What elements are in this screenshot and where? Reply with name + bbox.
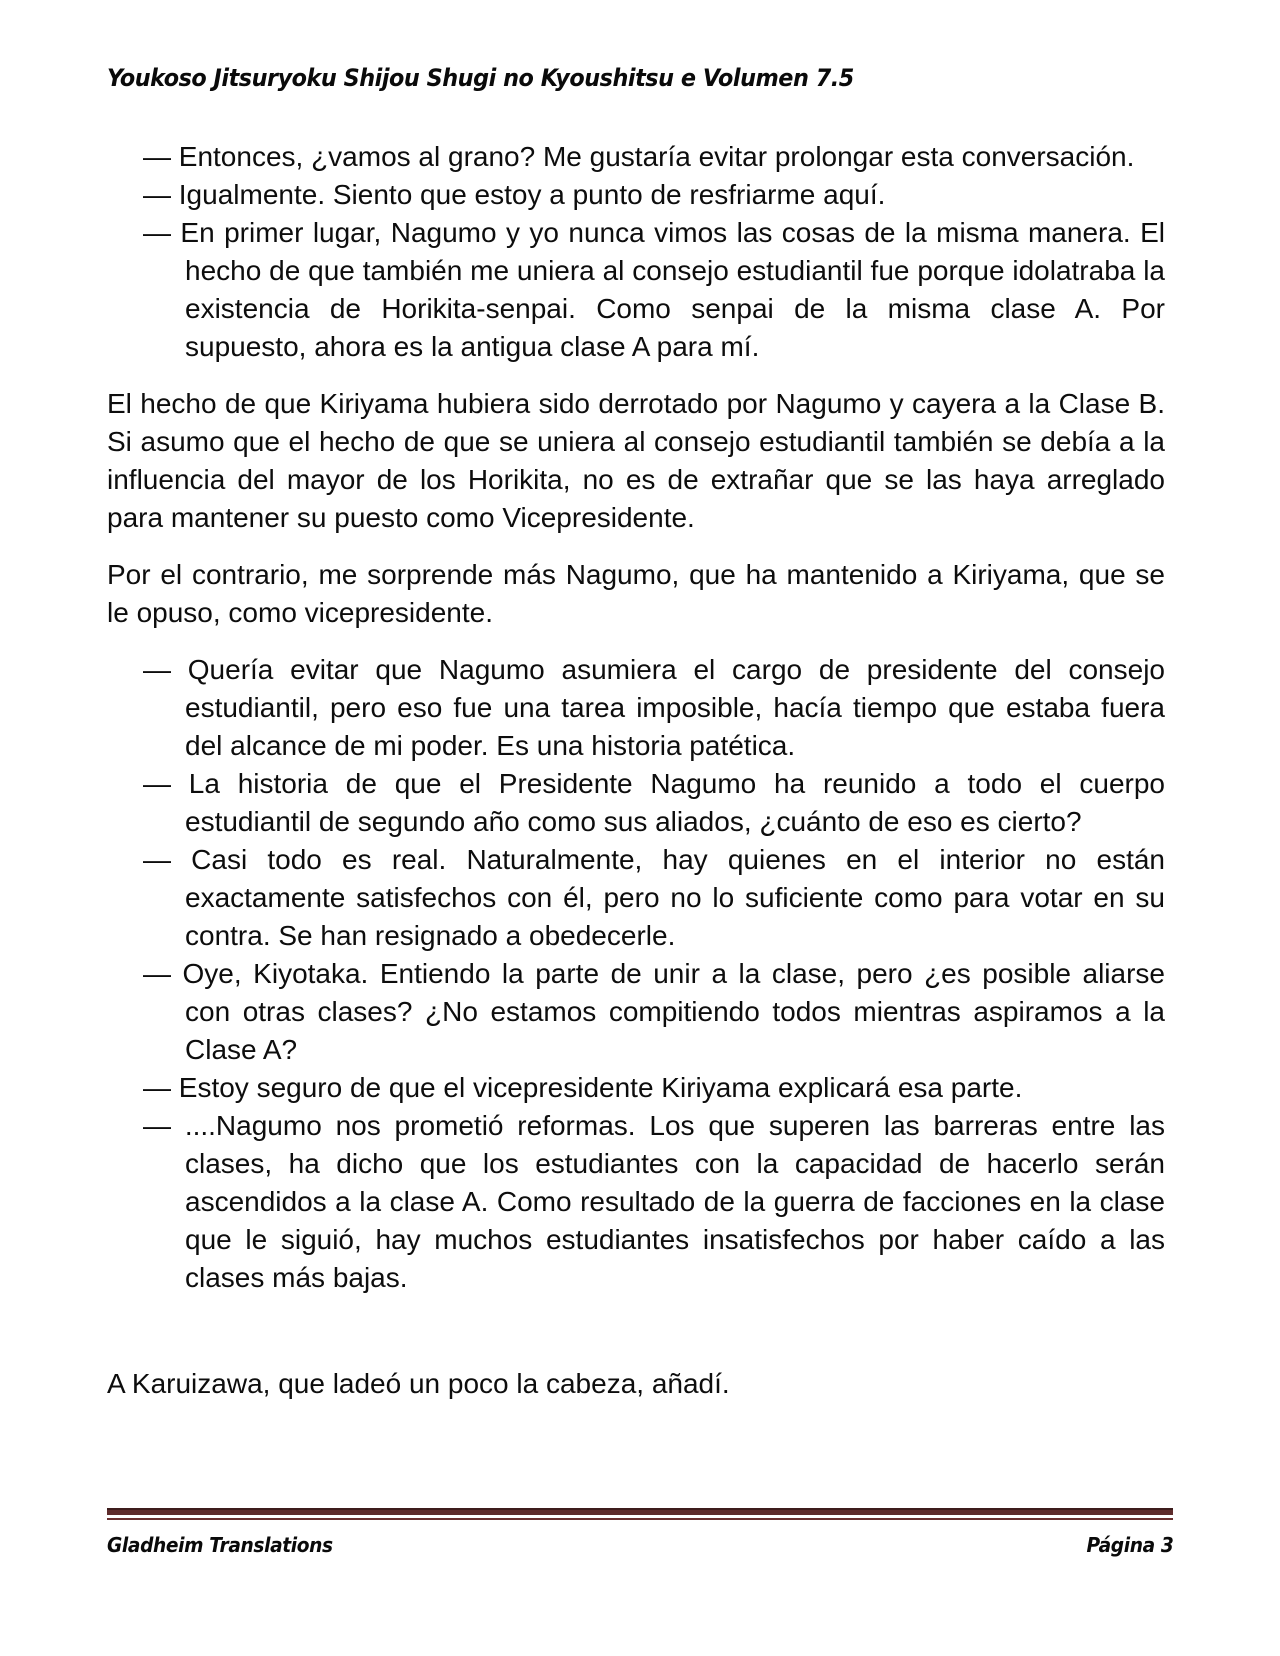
footer-rule-thick-bar: [107, 1508, 1173, 1515]
dialogue-line: — En primer lugar, Nagumo y yo nunca vimos las cosas de la misma manera. El hecho de que también me uniera al consejo estudiantil fue porque idolatraba la existencia de Horikita-senpai. Como senpai de la misma clase A. Por supuesto, ahora es la antigua clase A para mí.: [143, 217, 1165, 362]
dialogue-line: — ....Nagumo nos prometió reformas. Los que superen las barreras entre las clases, ha dicho que los estudiantes con la capacidad de hacerlo serán ascendidos a la clase A. Como resultado de la guerra de facciones en la clase que le siguió, hay muchos estudiantes insatisfechos por haber caído a las clases más bajas.: [143, 1110, 1165, 1293]
dialogue-line: — Estoy seguro de que el vicepresidente Kiriyama explicará esa parte.: [143, 1072, 1023, 1103]
dialogue-line: — Igualmente. Siento que estoy a punto de resfriarme aquí.: [143, 179, 886, 210]
body-paragraph: A Karuizawa, que ladeó un poco la cabeza, añadí.: [107, 1368, 730, 1399]
page-footer: [107, 1508, 1173, 1557]
dialogue-line: — Casi todo es real. Naturalmente, hay quienes en el interior no están exactamente satisfechos con él, pero no lo suficiente como para votar en su contra. Se han resignado a obedecerle.: [143, 844, 1165, 951]
body-paragraph: Por el contrario, me sorprende más Nagumo, que ha mantenido a Kiriyama, que se le opuso, como vicepresidente.: [107, 559, 1165, 628]
footer-page-number: Página 3: [1086, 1533, 1173, 1557]
dialogue-line: — La historia de que el Presidente Nagumo ha reunido a todo el cuerpo estudiantil de segundo año como sus aliados, ¿cuánto de eso es cierto?: [143, 768, 1165, 837]
dialogue-line: — Oye, Kiyotaka. Entiendo la parte de unir a la clase, pero ¿es posible aliarse con otras clases? ¿No estamos compitiendo todos mientras aspiramos a la Clase A?: [143, 958, 1165, 1065]
body-paragraph: El hecho de que Kiriyama hubiera sido derrotado por Nagumo y cayera a la Clase B. Si asumo que el hecho de que se uniera al consejo estudiantil también se debía a la influencia del mayor de los Horikita, no es de extrañar que se las haya arreglado para mantener su puesto como Vicepresidente.: [107, 388, 1165, 533]
page-header: [107, 64, 1173, 92]
footer-translator-credit: Gladheim Translations: [107, 1533, 333, 1557]
document-body: [107, 138, 1165, 1403]
dialogue-line: — Quería evitar que Nagumo asumiera el cargo de presidente del consejo estudiantil, pero eso fue una tarea imposible, hacía tiempo que estaba fuera del alcance de mi poder. Es una historia patética.: [143, 654, 1165, 761]
page-header-title: Youkoso Jitsuryoku Shijou Shugi no Kyoushitsu e Volumen 7.5: [107, 64, 854, 92]
footer-rule: [107, 1508, 1173, 1520]
dialogue-line: — Entonces, ¿vamos al grano? Me gustaría evitar prolongar esta conversación.: [143, 141, 1135, 172]
footer-rule-thin-line: [107, 1518, 1173, 1520]
